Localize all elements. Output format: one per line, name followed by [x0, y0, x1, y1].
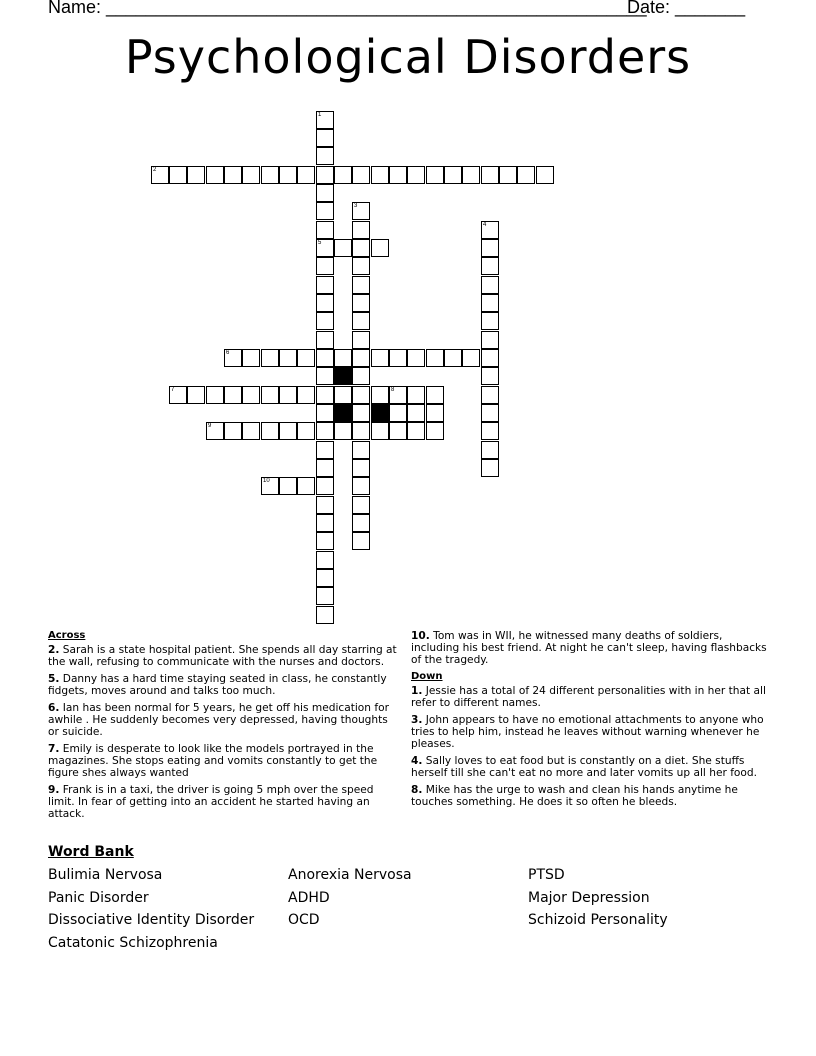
- clue-across-2: [48, 644, 398, 668]
- grid-cell[interactable]: [297, 166, 315, 184]
- clue-number-label: 1: [318, 112, 322, 118]
- grid-cell[interactable]: [352, 221, 370, 239]
- grid-cell[interactable]: [462, 166, 480, 184]
- clue-text: Tom was in WII, he witnessed many deaths of soldiers, including his best friend. At night he can't sleep, having flashbacks of the tragedy.: [411, 630, 767, 666]
- grid-cell[interactable]: [462, 349, 480, 367]
- grid-cell[interactable]: [352, 202, 370, 220]
- grid-cell[interactable]: [481, 459, 499, 477]
- grid-cell[interactable]: [517, 166, 535, 184]
- word-bank-item: PTSD: [528, 867, 565, 883]
- grid-cell[interactable]: [151, 166, 169, 184]
- grid-cell[interactable]: [334, 166, 352, 184]
- grid-cell[interactable]: [169, 166, 187, 184]
- grid-cell[interactable]: [407, 166, 425, 184]
- clue-across-10: [411, 630, 771, 666]
- grid-cell[interactable]: [279, 422, 297, 440]
- grid-cell[interactable]: [206, 386, 224, 404]
- clue-text: Sarah is a state hospital patient. She spends all day starring at the wall, refusing to communicate with the nurses and doctors.: [48, 644, 397, 668]
- clue-down-1: [411, 685, 771, 709]
- grid-cell[interactable]: [481, 294, 499, 312]
- clue-number-label: 7: [171, 387, 175, 393]
- grid-cell[interactable]: [316, 441, 334, 459]
- clue-text: Frank is in a taxi, the driver is going 5 mph over the speed limit. In fear of getting into an accident he started having an attack.: [48, 784, 374, 820]
- clue-text: John appears to have no emotional attachments to anyone who tries to help him, instead he leaves without warning whenever he pleases.: [411, 714, 764, 750]
- grid-cell[interactable]: [316, 514, 334, 532]
- word-bank-item: Major Depression: [528, 890, 650, 906]
- grid-cell[interactable]: [334, 349, 352, 367]
- grid-cell[interactable]: [316, 606, 334, 624]
- word-bank-title: Word Bank: [48, 844, 134, 860]
- clue-text: Ian has been normal for 5 years, he get off his medication for awhile . He suddenly becomes very depressed, having thoughts or suicide.: [48, 702, 389, 738]
- grid-cell[interactable]: [481, 404, 499, 422]
- grid-cell[interactable]: [352, 459, 370, 477]
- word-bank-item: Schizoid Personality: [528, 912, 668, 928]
- clue-number: 8.: [411, 784, 423, 796]
- grid-cell[interactable]: [389, 166, 407, 184]
- grid-cell[interactable]: [187, 386, 205, 404]
- grid-cell[interactable]: [224, 166, 242, 184]
- clue-number: 3.: [411, 714, 423, 726]
- grid-cell[interactable]: [316, 294, 334, 312]
- grid-cell[interactable]: [316, 459, 334, 477]
- grid-cell[interactable]: [316, 404, 334, 422]
- grid-cell[interactable]: [444, 349, 462, 367]
- grid-cell[interactable]: [206, 166, 224, 184]
- grid-cell[interactable]: [352, 441, 370, 459]
- clue-down-8: [411, 784, 771, 808]
- clue-text: Mike has the urge to wash and clean his hands anytime he touches something. He does it so often he bleeds.: [411, 784, 738, 808]
- word-bank-item: ADHD: [288, 890, 330, 906]
- grid-cell[interactable]: [481, 257, 499, 275]
- clue-number-label: 6: [226, 350, 230, 356]
- grid-cell[interactable]: [279, 386, 297, 404]
- grid-cell[interactable]: [536, 166, 554, 184]
- grid-cell[interactable]: [499, 166, 517, 184]
- grid-cell[interactable]: [426, 404, 444, 422]
- grid-cell[interactable]: [242, 349, 260, 367]
- grid-cell[interactable]: [481, 367, 499, 385]
- grid-cell[interactable]: [316, 477, 334, 495]
- grid-cell[interactable]: [261, 422, 279, 440]
- clue-number-label: 2: [153, 167, 157, 173]
- grid-cell: [334, 367, 352, 385]
- grid-cell[interactable]: [224, 422, 242, 440]
- grid-cell[interactable]: [389, 349, 407, 367]
- grid-cell[interactable]: [224, 386, 242, 404]
- grid-cell[interactable]: [352, 312, 370, 330]
- clue-across-9: [48, 784, 398, 820]
- grid-cell[interactable]: [297, 386, 315, 404]
- down-heading: Down: [411, 671, 443, 682]
- grid-cell[interactable]: [371, 239, 389, 257]
- grid-cell[interactable]: [187, 166, 205, 184]
- grid-cell[interactable]: [352, 367, 370, 385]
- word-bank-item: Panic Disorder: [48, 890, 149, 906]
- grid-cell[interactable]: [261, 386, 279, 404]
- grid-cell[interactable]: [352, 496, 370, 514]
- grid-cell[interactable]: [316, 166, 334, 184]
- grid-cell[interactable]: [316, 331, 334, 349]
- grid-cell[interactable]: [407, 404, 425, 422]
- word-bank-item: Catatonic Schizophrenia: [48, 935, 218, 951]
- grid-cell[interactable]: [206, 422, 224, 440]
- clue-across-6: [48, 702, 398, 738]
- grid-cell[interactable]: [316, 147, 334, 165]
- grid-cell[interactable]: [352, 331, 370, 349]
- grid-cell[interactable]: [316, 587, 334, 605]
- date-line: Date: _______: [627, 0, 746, 17]
- clue-number-label: 3: [354, 203, 358, 209]
- grid-cell[interactable]: [352, 386, 370, 404]
- grid-cell[interactable]: [481, 349, 499, 367]
- word-bank-item: Bulimia Nervosa: [48, 867, 163, 883]
- grid-cell[interactable]: [316, 202, 334, 220]
- grid-cell[interactable]: [352, 532, 370, 550]
- clue-number: 9.: [48, 784, 60, 796]
- name-line: Name: ______________________________________________________: [48, 0, 647, 17]
- grid-cell[interactable]: [316, 551, 334, 569]
- grid-cell[interactable]: [316, 532, 334, 550]
- grid-cell: [334, 404, 352, 422]
- grid-cell[interactable]: [389, 404, 407, 422]
- grid-cell[interactable]: [242, 166, 260, 184]
- clue-number: 2.: [48, 644, 60, 656]
- grid-cell[interactable]: [316, 276, 334, 294]
- grid-cell[interactable]: [316, 386, 334, 404]
- grid-cell[interactable]: [481, 239, 499, 257]
- grid-cell[interactable]: [279, 166, 297, 184]
- clue-number: 1.: [411, 685, 423, 697]
- grid-cell[interactable]: [481, 422, 499, 440]
- clue-down-4: [411, 755, 771, 779]
- word-bank-item: Anorexia Nervosa: [288, 867, 412, 883]
- clue-number-label: 9: [208, 423, 212, 429]
- grid-cell[interactable]: [316, 349, 334, 367]
- grid-cell[interactable]: [352, 514, 370, 532]
- grid-cell[interactable]: [352, 294, 370, 312]
- grid-cell[interactable]: [334, 422, 352, 440]
- clue-number: 6.: [48, 702, 60, 714]
- grid-cell[interactable]: [426, 166, 444, 184]
- grid-cell[interactable]: [316, 257, 334, 275]
- grid-cell[interactable]: [316, 569, 334, 587]
- grid-cell[interactable]: [316, 312, 334, 330]
- grid-cell[interactable]: [371, 386, 389, 404]
- grid-cell[interactable]: [261, 477, 279, 495]
- word-bank-item: OCD: [288, 912, 320, 928]
- grid-cell[interactable]: [316, 221, 334, 239]
- grid-cell[interactable]: [352, 349, 370, 367]
- clue-number: 4.: [411, 755, 423, 767]
- word-bank-item: Dissociative Identity Disorder: [48, 912, 255, 928]
- grid-cell[interactable]: [389, 386, 407, 404]
- clue-number-label: 8: [391, 387, 395, 393]
- grid-cell[interactable]: [371, 166, 389, 184]
- clue-across-5: [48, 673, 398, 697]
- grid-cell[interactable]: [407, 386, 425, 404]
- grid-cell[interactable]: [481, 276, 499, 294]
- clue-down-3: [411, 714, 771, 750]
- grid-cell[interactable]: [261, 349, 279, 367]
- clue-number: 7.: [48, 743, 60, 755]
- grid-cell[interactable]: [242, 422, 260, 440]
- grid-cell[interactable]: [426, 386, 444, 404]
- clues-right-column: [411, 630, 771, 813]
- grid-cell[interactable]: [316, 367, 334, 385]
- grid-cell[interactable]: [297, 349, 315, 367]
- clue-number-label: 10: [263, 478, 270, 484]
- grid-cell[interactable]: [297, 477, 315, 495]
- grid-cell[interactable]: [389, 422, 407, 440]
- grid-cell[interactable]: [261, 166, 279, 184]
- grid-cell[interactable]: [316, 184, 334, 202]
- clue-text: Danny has a hard time staying seated in class, he constantly fidgets, moves around and talks too much.: [48, 673, 387, 697]
- clue-text: Emily is desperate to look like the models portrayed in the magazines. She stops eating and vomits constantly to get the figure shes always wanted: [48, 743, 378, 779]
- grid-cell[interactable]: [224, 349, 242, 367]
- clue-number: 10.: [411, 630, 430, 642]
- grid-cell[interactable]: [407, 349, 425, 367]
- grid-cell[interactable]: [316, 239, 334, 257]
- grid-cell[interactable]: [297, 422, 315, 440]
- grid-cell[interactable]: [316, 422, 334, 440]
- grid-cell[interactable]: [352, 404, 370, 422]
- grid-cell[interactable]: [371, 422, 389, 440]
- grid-cell[interactable]: [481, 166, 499, 184]
- grid-cell[interactable]: [481, 221, 499, 239]
- grid-cell[interactable]: [352, 477, 370, 495]
- grid-cell[interactable]: [316, 111, 334, 129]
- clue-text: Sally loves to eat food but is constantly on a diet. She stuffs herself till she can't eat no more and later vomits up all her food.: [411, 755, 757, 779]
- across-heading: Across: [48, 630, 86, 641]
- grid-cell[interactable]: [279, 349, 297, 367]
- grid-cell[interactable]: [334, 386, 352, 404]
- grid-cell[interactable]: [481, 386, 499, 404]
- grid-cell[interactable]: [481, 312, 499, 330]
- grid-cell[interactable]: [316, 496, 334, 514]
- grid-cell: [371, 404, 389, 422]
- grid-cell[interactable]: [407, 422, 425, 440]
- grid-cell[interactable]: [316, 129, 334, 147]
- grid-cell[interactable]: [444, 166, 462, 184]
- grid-cell[interactable]: [426, 349, 444, 367]
- grid-cell[interactable]: [169, 386, 187, 404]
- clue-text: Jessie has a total of 24 different personalities with in her that all refer to different names.: [411, 685, 766, 709]
- grid-cell[interactable]: [371, 349, 389, 367]
- grid-cell[interactable]: [481, 331, 499, 349]
- clue-number-label: 5: [318, 240, 322, 246]
- grid-cell[interactable]: [242, 386, 260, 404]
- clue-across-7: [48, 743, 398, 779]
- grid-cell[interactable]: [334, 239, 352, 257]
- clue-number: 5.: [48, 673, 60, 685]
- clue-number-label: 4: [483, 222, 487, 228]
- grid-cell[interactable]: [352, 166, 370, 184]
- grid-cell[interactable]: [352, 257, 370, 275]
- page-title: Psychological Disorders: [124, 30, 692, 84]
- grid-cell[interactable]: [426, 422, 444, 440]
- grid-cell[interactable]: [352, 276, 370, 294]
- grid-cell[interactable]: [481, 441, 499, 459]
- clues-left-column: [48, 630, 398, 825]
- grid-cell[interactable]: [352, 422, 370, 440]
- grid-cell[interactable]: [352, 239, 370, 257]
- grid-cell[interactable]: [279, 477, 297, 495]
